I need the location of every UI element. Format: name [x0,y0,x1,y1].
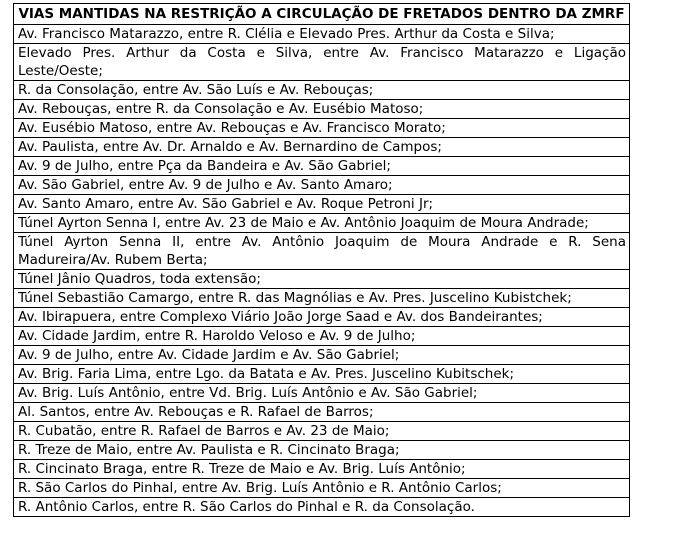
table-row [14,138,630,157]
table-row [14,81,630,100]
table-row [14,100,630,119]
table-cell: R. da Consolação, entre Av. São Luís e Av. Rebouças; [14,81,630,100]
table-cell: Av. Cidade Jardim, entre R. Haroldo Veloso e Av. 9 de Julho; [14,327,630,346]
table-row [14,403,630,422]
table-row [14,479,630,498]
table-cell: Túnel Sebastião Camargo, entre R. das Magnólias e Av. Pres. Juscelino Kubistchek; [14,289,630,308]
table-row [14,384,630,403]
table-row [14,25,630,44]
table-cell: R. Cincinato Braga, entre R. Treze de Maio e Av. Brig. Luís Antônio; [14,460,630,479]
table-cell: Túnel Jânio Quadros, toda extensão; [14,270,630,289]
table-row [14,365,630,384]
table-row [14,270,630,289]
table-row [14,460,630,479]
table-row [14,346,630,365]
table-cell: Elevado Pres. Arthur da Costa e Silva, entre Av. Francisco Matarazzo e Ligação Leste/Oeste; [14,44,630,81]
table-cell: R. Antônio Carlos, entre R. São Carlos do Pinhal e R. da Consolação. [14,498,630,517]
table-row [14,308,630,327]
table-row [14,498,630,517]
table-row [14,441,630,460]
table-cell: R. Cubatão, entre R. Rafael de Barros e Av. 23 de Maio; [14,422,630,441]
table-row [14,233,630,270]
table-head [14,4,630,25]
table-cell: Al. Santos, entre Av. Rebouças e R. Rafael de Barros; [14,403,630,422]
table-cell: Av. Brig. Luís Antônio, entre Vd. Brig. Luís Antônio e Av. São Gabriel; [14,384,630,403]
table-row [14,214,630,233]
table-row [14,195,630,214]
table-row [14,327,630,346]
table-header-row [14,4,630,25]
restricted-roads-table [13,3,630,517]
table-cell: Túnel Ayrton Senna I, entre Av. 23 de Maio e Av. Antônio Joaquim de Moura Andrade; [14,214,630,233]
table-row [14,157,630,176]
table-cell: Av. Ibirapuera, entre Complexo Viário João Jorge Saad e Av. dos Bandeirantes; [14,308,630,327]
table-cell: Túnel Ayrton Senna II, entre Av. Antônio Joaquim de Moura Andrade e R. Sena Madureira/Av. Rubem Berta; [14,233,630,270]
table-cell: R. São Carlos do Pinhal, entre Av. Brig. Luís Antônio e R. Antônio Carlos; [14,479,630,498]
table-cell: Av. Paulista, entre Av. Dr. Arnaldo e Av. Bernardino de Campos; [14,138,630,157]
table-cell: Av. Rebouças, entre R. da Consolação e Av. Eusébio Matoso; [14,100,630,119]
table-cell: Av. 9 de Julho, entre Pça da Bandeira e Av. São Gabriel; [14,157,630,176]
table-row [14,119,630,138]
table-cell: Av. São Gabriel, entre Av. 9 de Julho e Av. Santo Amaro; [14,176,630,195]
table-cell: Av. Brig. Faria Lima, entre Lgo. da Batata e Av. Pres. Juscelino Kubitschek; [14,365,630,384]
table-row [14,422,630,441]
table-cell: Av. Eusébio Matoso, entre Av. Rebouças e Av. Francisco Morato; [14,119,630,138]
table-cell: Av. 9 de Julho, entre Av. Cidade Jardim e Av. São Gabriel; [14,346,630,365]
table-row [14,289,630,308]
table-header: VIAS MANTIDAS NA RESTRIÇÃO A CIRCULAÇÃO DE FRETADOS DENTRO DA ZMRF [14,4,630,25]
table-row [14,44,630,81]
table-cell: Av. Francisco Matarazzo, entre R. Clélia e Elevado Pres. Arthur da Costa e Silva; [14,25,630,44]
table-cell: Av. Santo Amaro, entre Av. São Gabriel e Av. Roque Petroni Jr; [14,195,630,214]
table-body [14,25,630,517]
table-row [14,176,630,195]
table-cell: R. Treze de Maio, entre Av. Paulista e R. Cincinato Braga; [14,441,630,460]
